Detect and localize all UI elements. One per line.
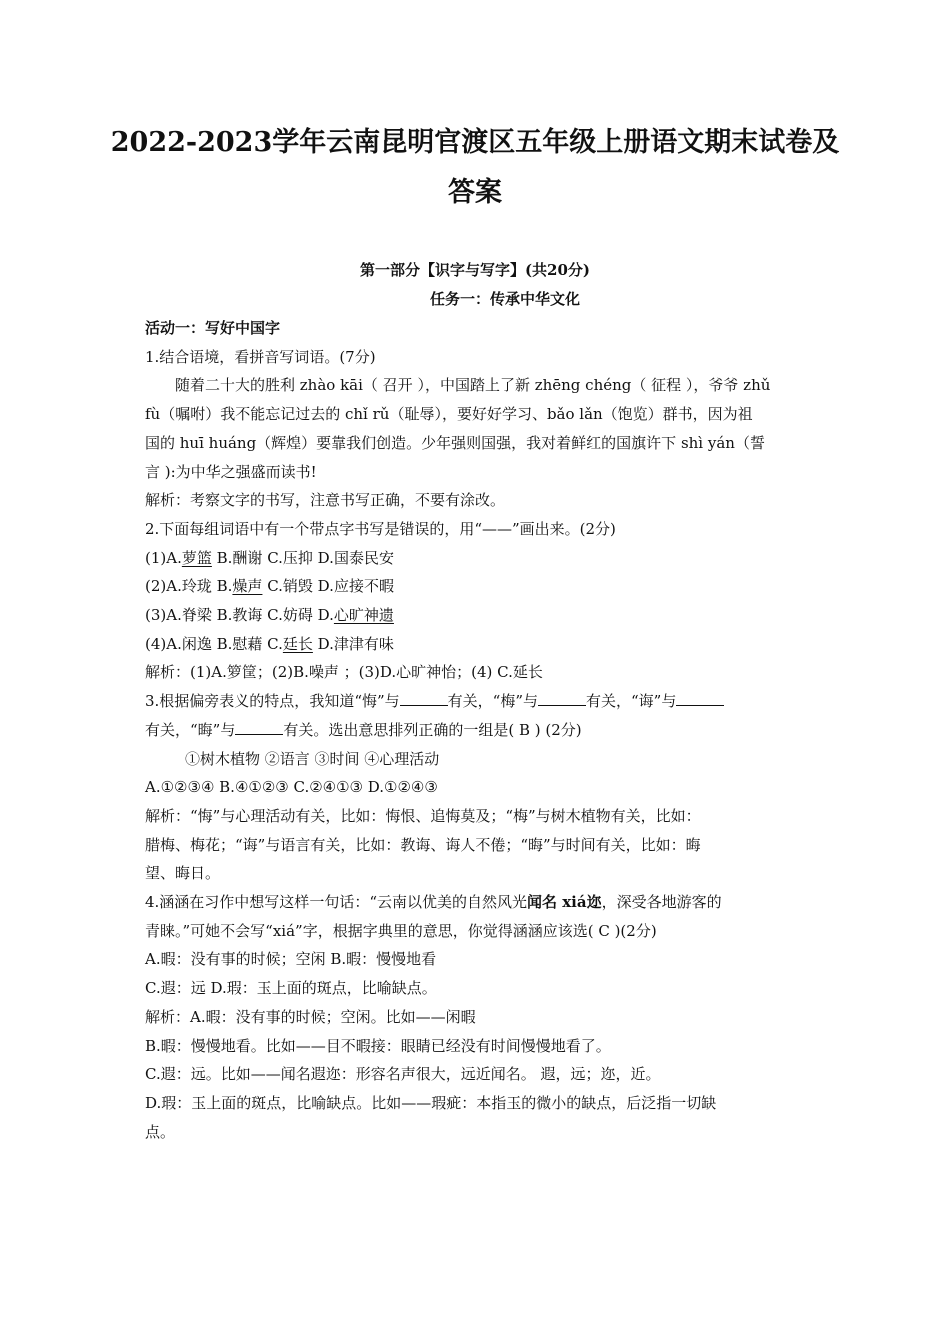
q3-options: A.①②③④ B.④①②③ C.②④①③ D.①②④③: [145, 778, 438, 797]
answer-blank: [235, 718, 283, 735]
q1-passage-line: 随着二十大的胜利 zhào kāi（ 召开 ），中国踏上了新 zhēng chéng（ 征程 ），爷爷 zhǔ: [175, 376, 771, 395]
marked-word: 萝篮: [181, 548, 212, 567]
q3-stem-line-1: 3.根据偏旁表义的特点，我知道“悔”与 有关，“梅”与 有关，“诲”与: [145, 687, 810, 716]
document-title: [100, 118, 850, 218]
q3-items: ①树木植物 ②语言 ③时间 ④心理活动: [185, 749, 440, 768]
q4-bold-phrase: 闻名 xiá迩: [526, 893, 602, 912]
answer-blank: [538, 689, 586, 706]
q1-stem: 1.结合语境，看拼音写词语。(7分): [145, 347, 376, 366]
q2-row: (1)A.萝篮 B.酬谢 C.压抑 D.国泰民安: [145, 548, 394, 567]
marked-word: 燥声: [232, 577, 263, 596]
title-line-1: 2022-2023学年云南昆明官渡区五年级上册语文期末试卷及: [110, 127, 840, 158]
q1-analysis: 解析：考察文字的书写，注意书写正确，不要有涂改。: [145, 491, 506, 510]
answer-blank: [400, 689, 448, 706]
marked-word: 心旷神遗: [333, 606, 394, 625]
q4-analysis-line: 解析：A.暇：没有事的时候；空闲。比如——闲暇: [145, 1007, 476, 1026]
q4-analysis-line: D.瑕：玉上面的斑点，比喻缺点。比如——瑕疵：本指玉的微小的缺点，后泛指一切缺: [145, 1093, 717, 1112]
q3-analysis-line: 望、晦日。: [145, 864, 221, 883]
q4-stem-line-1: 4.涵涵在习作中想写这样一句话：“云南以优美的自然风光闻名 xiá迩，深受各地游客的: [145, 893, 722, 912]
question-body: [145, 314, 810, 1146]
q2-stem: 2.下面每组词语中有一个带点字书写是错误的，用“——”画出来。(2分): [145, 519, 616, 538]
q2-row: (2)A.玲珑 B.燥声 C.销毁 D.应接不暇: [145, 577, 394, 596]
q2-row: (3)A.脊梁 B.教诲 C.妨碍 D.心旷神遗: [145, 606, 394, 625]
q1-passage-line: fù（嘱咐）我不能忘记过去的 chǐ rǔ（耻辱），要好好学习、bǎo lǎn（饱览）群书，因为祖: [145, 405, 753, 424]
q2-row: (4)A.闲逸 B.慰藉 C.廷长 D.津津有味: [145, 634, 394, 653]
q3-analysis-line: 解析：“悔”与心理活动有关，比如：悔恨、追悔莫及；“梅”与树木植物有关，比如：: [145, 806, 701, 825]
answer-blank: [676, 689, 724, 706]
q4-options-cd: C.遐：远 D.瑕：玉上面的斑点，比喻缺点。: [145, 979, 437, 998]
q1-passage-line: 国的 huī huáng（辉煌）要靠我们创造。少年强则国强，我对着鲜红的国旗许下 shì yán（誓: [145, 433, 765, 452]
task1-heading: 任务一：传承中华文化: [429, 290, 580, 308]
q2-analysis: 解析：(1)A.箩筐；(2)B.噪声 ；(3)D.心旷神怡；(4) C.延长: [145, 663, 543, 682]
q3-analysis-line: 腊梅、梅花；“诲”与语言有关，比如：教诲、诲人不倦；“晦”与时间有关，比如：晦: [145, 835, 701, 854]
q4-stem-line-2: 青睐。”可她不会写“xiá”字，根据字典里的意思，你觉得涵涵应该选( C )(2分): [145, 921, 657, 940]
q1-passage-line: 言 ):为中华之强盛而读书!: [145, 462, 317, 481]
q3-stem-line-2: 有关，“晦”与 有关。选出意思排列正确的一组是( B ) (2分): [145, 716, 810, 745]
part1-heading: 第一部分【识字与写字】(共20分): [359, 261, 591, 279]
marked-word: 廷长: [282, 634, 313, 653]
q4-analysis-line: C.遐：远。比如——闻名遐迩：形容名声很大，远近闻名。 遐，远；迩，近。: [145, 1065, 661, 1084]
title-line-2: 答案: [448, 177, 502, 208]
activity1-heading: 活动一：写好中国字: [145, 319, 281, 337]
q4-analysis-line: B.暇：慢慢地看。比如——目不暇接：眼睛已经没有时间慢慢地看了。: [145, 1036, 611, 1055]
q4-options-ab: A.暇：没有事的时候；空闲 B.暇：慢慢地看: [145, 950, 437, 969]
q4-analysis-line: 点。: [145, 1122, 176, 1141]
